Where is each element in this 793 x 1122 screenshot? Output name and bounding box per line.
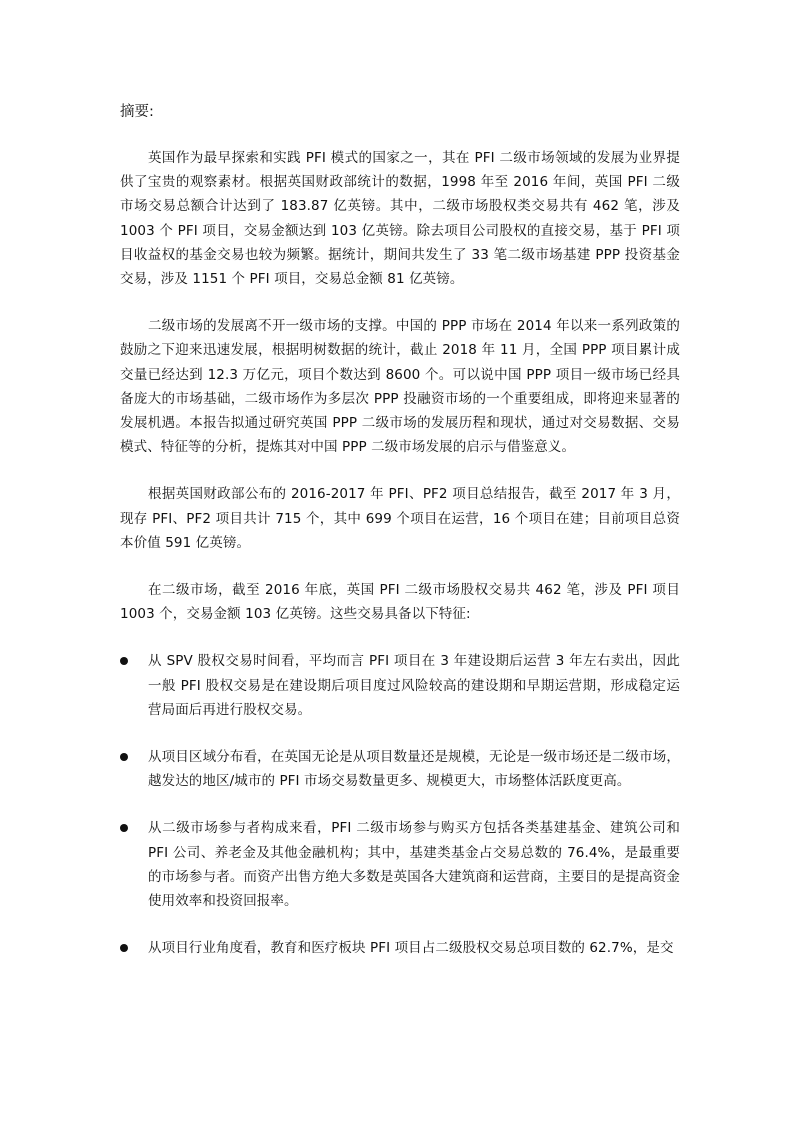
list-item	[120, 745, 680, 793]
list-item	[120, 936, 680, 960]
paragraph-secondary-market-features: 在二级市场，截至 2016 年底，英国 PFI 二级市场股权交易共 462 笔，涉及 PFI 项目 1003 个，交易金额 103 亿英镑。这些交易具备以下特征:	[120, 582, 680, 623]
document-body	[120, 100, 680, 983]
abstract-heading: 摘要:	[120, 104, 154, 120]
paragraph-treasury-report: 根据英国财政部公布的 2016-2017 年 PFI、PF2 项目总结报告，截至 2017 年 3 月，现存 PFI、PF2 项目共计 715 个，其中 699 个项目在运营，16 个项目在建；目前项目总资本价值 591 亿英镑。	[120, 486, 680, 551]
bullet-text: 从项目行业角度看，教育和医疗板块 PFI 项目占二级股权交易总项目数的 62.7%，是交	[148, 940, 674, 957]
bullet-text: 从项目区域分布看，在英国无论是从项目数量还是规模，无论是一级市场还是二级市场，越发达的地区/城市的 PFI 市场交易数量更多、规模更大，市场整体活跃度更高。	[148, 749, 680, 790]
bullet-text: 从 SPV 股权交易时间看，平均而言 PFI 项目在 3 年建设期后运营 3 年左右卖出，因此一般 PFI 股权交易是在建设期后项目度过风险较高的建设期和早期运营期，形成稳定运营局面后再进行股权交易。	[148, 653, 680, 718]
bullet-icon	[120, 944, 128, 952]
list-item	[120, 816, 680, 913]
bullet-text: 从二级市场参与者构成来看，PFI 二级市场参与购买方包括各类基建基金、建筑公司和 PFI 公司、养老金及其他金融机构；其中，基建类基金占交易总数的 76.4%，是最重要的市场参与者。而资产出售方绝大多数是英国各大建筑商和运营商，主要目的是提高资金使用效率和投资回报率。	[148, 820, 680, 910]
paragraph-uk-pfi-overview: 英国作为最早探索和实践 PFI 模式的国家之一，其在 PFI 二级市场领域的发展为业界提供了宝贵的观察素材。根据英国财政部统计的数据，1998 年至 2016 年间，英国 PFI 二级市场交易总额合计达到了 183.87 亿英镑。其中，二级市场股权类交易共有 462 笔，涉及 1003 个 PFI 项目，交易金额达到 103 亿英镑。除去项目公司股权的直接交易，基于 PFI 项目收益权的基金交易也较为频繁。据统计，期间共发生了 33 笔二级市场基建 PPP 投资基金交易，涉及 1151 个 PFI 项目，交易总金额 81 亿英镑。	[120, 150, 680, 288]
list-item	[120, 649, 680, 722]
feature-bullet-list	[120, 649, 680, 960]
bullet-icon	[120, 824, 128, 832]
bullet-icon	[120, 753, 128, 761]
paragraph-china-ppp-market: 二级市场的发展离不开一级市场的支撑。中国的 PPP 市场在 2014 年以来一系列政策的鼓励之下迎来迅速发展，根据明树数据的统计，截止 2018 年 11 月，全国 PPP 项目累计成交量已经达到 12.3 万亿元，项目个数达到 8600 个。可以说中国 PPP 项目一级市场已经具备庞大的市场基础，二级市场作为多层次 PPP 投融资市场的一个重要组成，即将迎来显著的发展机遇。本报告拟通过研究英国 PPP 二级市场的发展历程和现状，通过对交易数据、交易模式、特征等的分析，提炼其对中国 PPP 二级市场发展的启示与借鉴意义。	[120, 318, 680, 456]
bullet-icon	[120, 657, 128, 665]
